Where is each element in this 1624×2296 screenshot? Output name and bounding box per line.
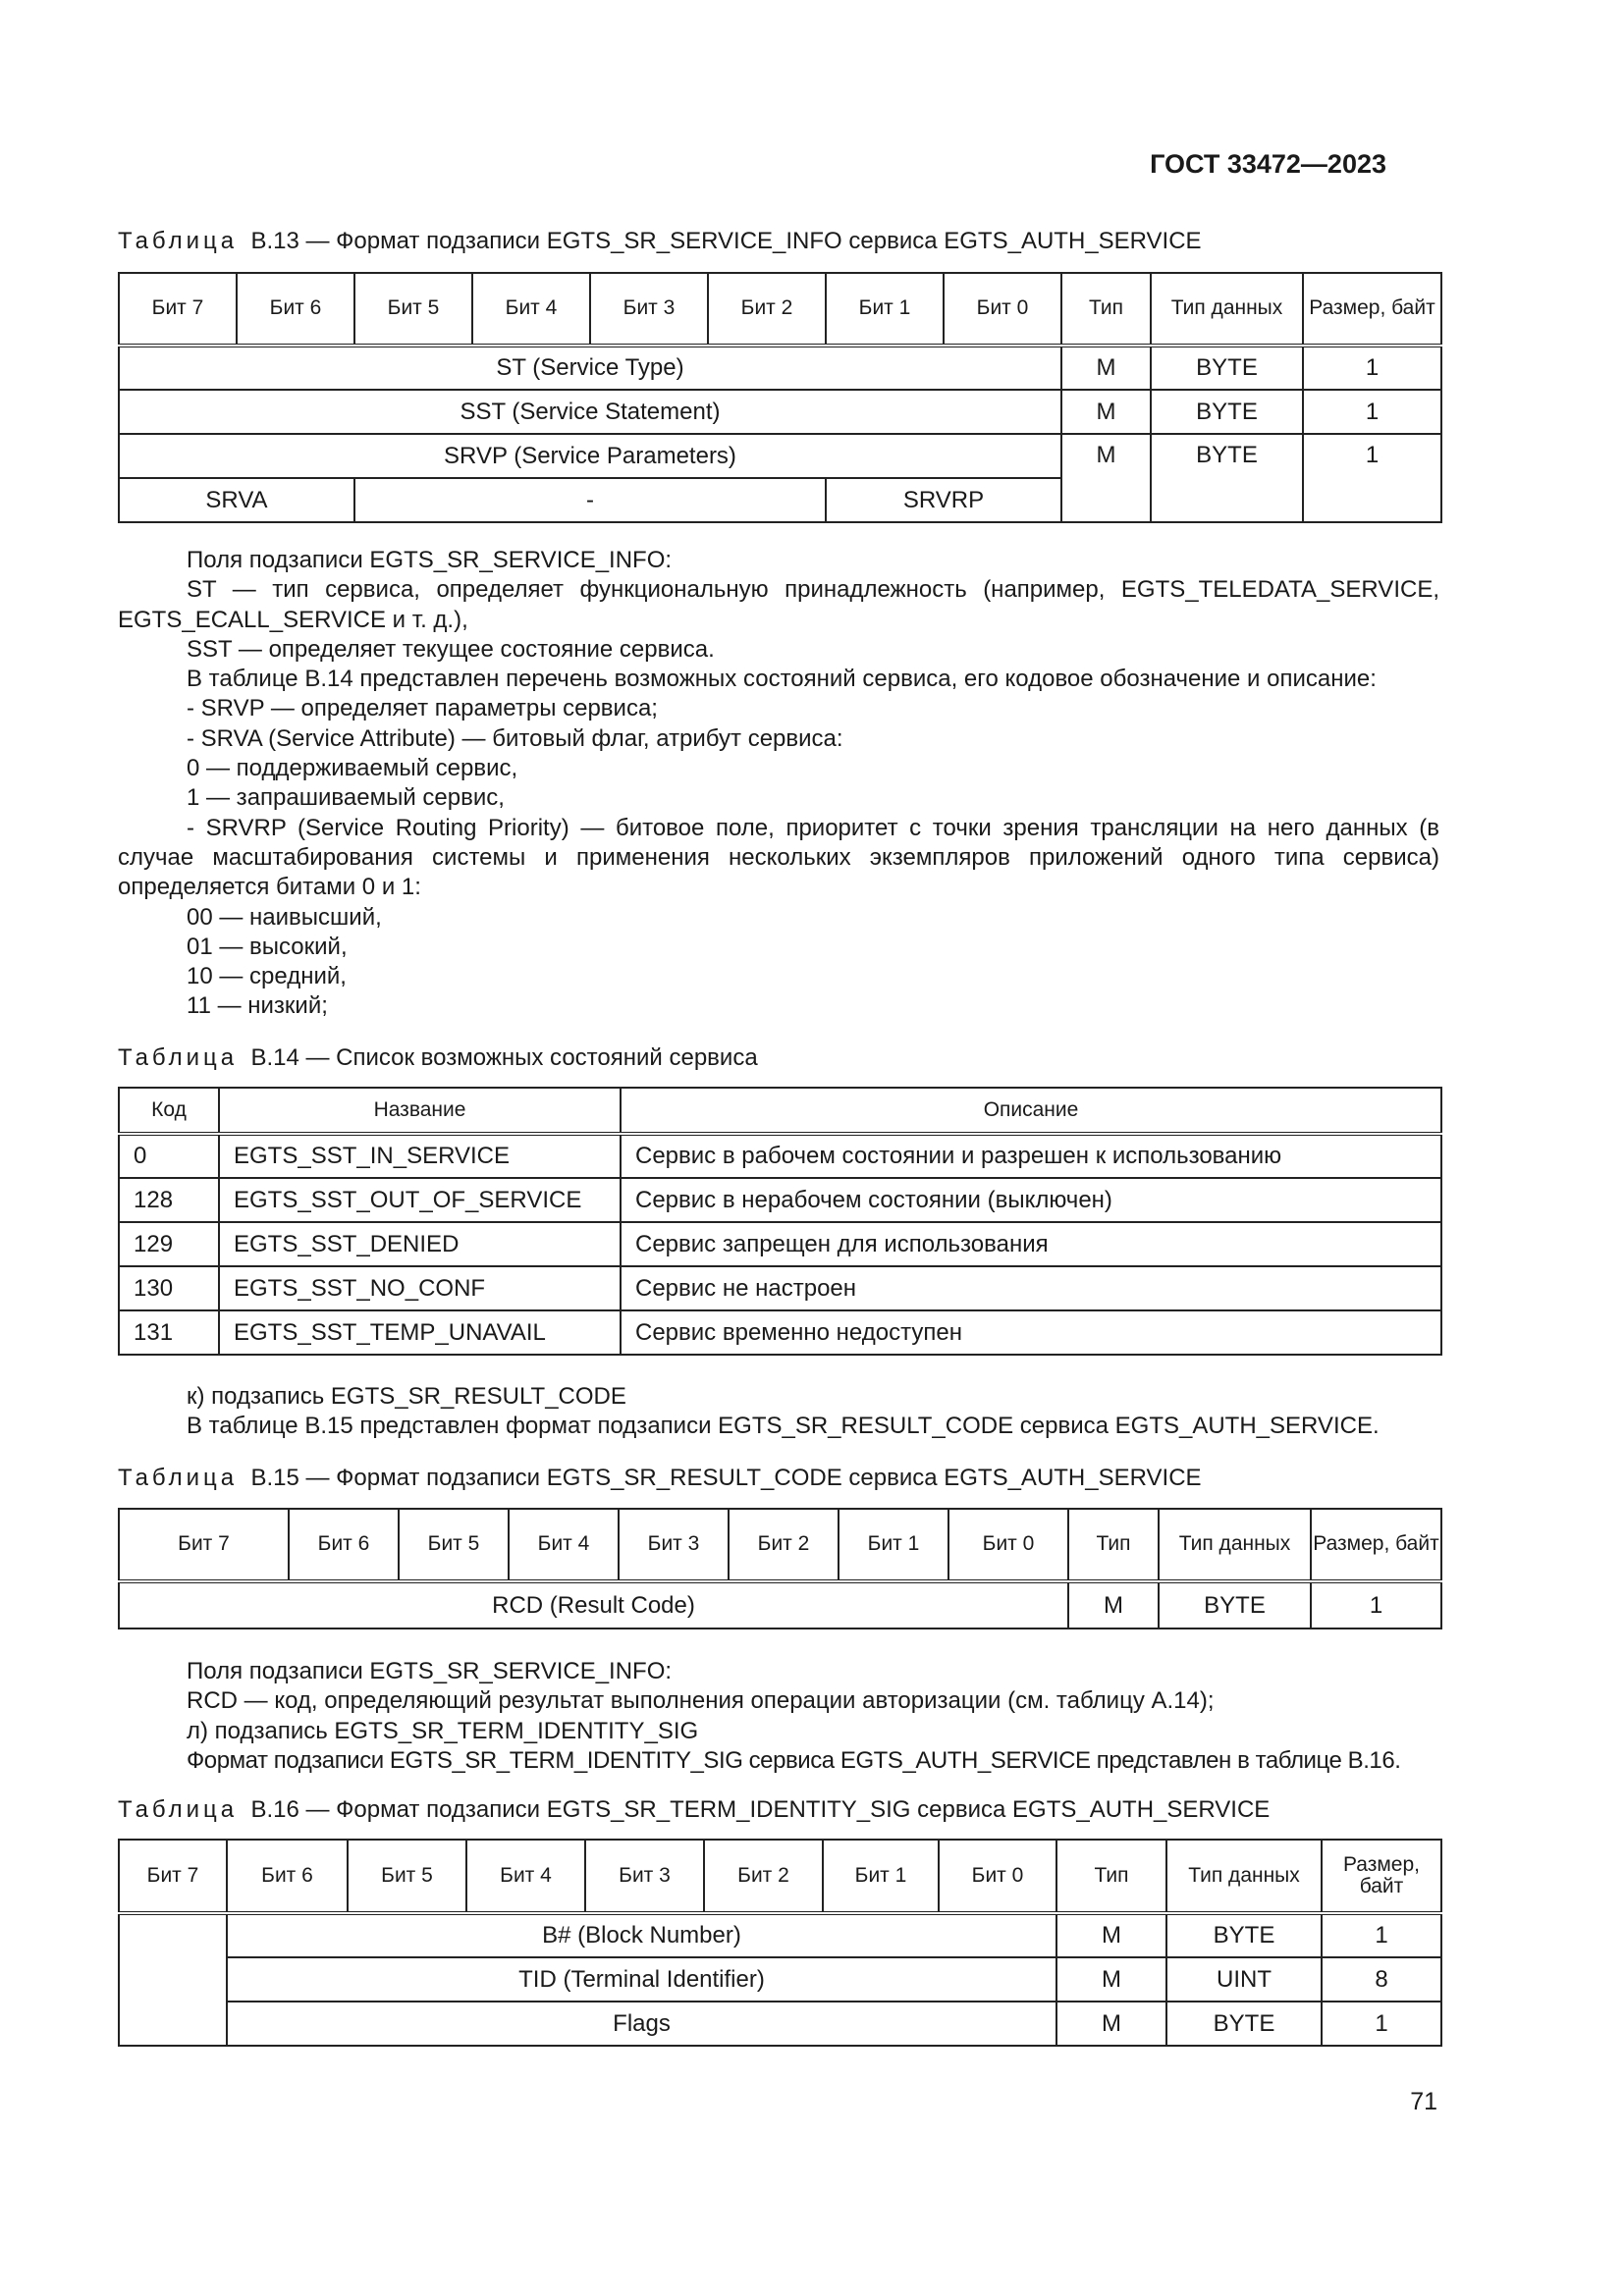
description-cell: Сервис временно недоступен [621,1310,1441,1355]
header-bit5: Бит 5 [399,1509,509,1581]
name-cell: EGTS_SST_IN_SERVICE [219,1134,621,1178]
header-bit3: Бит 3 [619,1509,729,1581]
header-description: Описание [621,1088,1441,1134]
data-type-cell: UINT [1166,1957,1322,2002]
paragraph-block-2 [118,1382,1439,1442]
type-cell: M [1056,1913,1166,1957]
size-cell: 1 [1322,1913,1441,1957]
type-cell: M [1061,390,1151,434]
text-line: 0 — поддерживаемый сервис, [187,755,518,782]
header-bit6: Бит 6 [289,1509,399,1581]
header-bit1: Бит 1 [823,1840,939,1913]
header-bit0: Бит 0 [948,1509,1068,1581]
data-type-cell: BYTE [1159,1581,1311,1629]
header-bit6: Бит 6 [237,273,354,346]
name-cell: EGTS_SST_OUT_OF_SERVICE [219,1178,621,1222]
code-cell: 129 [119,1222,219,1266]
field-cell: Flags [227,2002,1056,2046]
data-type-cell: BYTE [1151,346,1303,390]
type-cell: M [1061,346,1151,390]
page-number: 71 [1410,2088,1437,2115]
data-type-cell: BYTE [1166,1913,1322,1957]
code-cell: 128 [119,1178,219,1222]
header-type: Тип [1068,1509,1159,1581]
size-cell: 1 [1322,2002,1441,2046]
text-line: - SRVP — определяет параметры сервиса; [187,695,658,722]
header-data-type: Тип данных [1151,273,1303,346]
table-caption-b14: Таблица В.14 — Список возможных состояний сервиса [118,1044,758,1071]
srva-cell: SRVA [119,478,354,522]
reserved-cell: - [354,478,826,522]
paragraph-block-3 [118,1657,1439,1776]
text-line: - SRVRP (Service Routing Priority) — битовое поле, приоритет с точки зрения трансляции на него данных (в случае масштабирования системы и применения нескольких экземпляров приложений одного типа сервиса) определяется битами 0 и 1: [118,814,1439,901]
header-name: Название [219,1088,621,1134]
header-bit1: Бит 1 [826,273,944,346]
text-line: - SRVA (Service Attribute) — битовый флаг, атрибут сервиса: [187,724,843,752]
header-bit1: Бит 1 [839,1509,948,1581]
type-cell: M [1061,434,1151,522]
table-caption-b16: Таблица В.16 — Формат подзаписи EGTS_SR_TERM_IDENTITY_SIG сервиса EGTS_AUTH_SERVICE [118,1796,1271,1823]
description-cell: Сервис запрещен для использования [621,1222,1441,1266]
code-cell: 130 [119,1266,219,1310]
text-line: В таблице В.14 представлен перечень возможных состояний сервиса, его кодовое обозначение и описание: [187,666,1377,693]
header-bit4: Бит 4 [472,273,590,346]
header-data-type: Тип данных [1159,1509,1311,1581]
code-cell: 0 [119,1134,219,1178]
table-b15 [118,1508,1442,1629]
header-size: Размер, байт [1311,1509,1441,1581]
header-size: Размер, байт [1322,1840,1441,1913]
header-bit2: Бит 2 [708,273,826,346]
empty-bit7-cell [119,1913,227,2046]
header-data-type: Тип данных [1166,1840,1322,1913]
table-caption-b13: Таблица В.13 — Формат подзаписи EGTS_SR_SERVICE_INFO сервиса EGTS_AUTH_SERVICE [118,228,1202,254]
text-line: SST — определяет текущее состояние сервиса. [187,635,715,663]
header-bit7: Бит 7 [119,1840,227,1913]
data-type-cell: BYTE [1151,390,1303,434]
table-b13 [118,272,1442,523]
text-line: Формат подзаписи EGTS_SR_TERM_IDENTITY_SIG сервиса EGTS_AUTH_SERVICE представлен в таблице В.16. [187,1746,1401,1774]
header-size: Размер, байт [1303,273,1441,346]
size-cell: 1 [1303,434,1441,522]
size-cell: 1 [1311,1581,1441,1629]
field-cell: ST (Service Type) [119,346,1061,390]
data-type-cell: BYTE [1151,434,1303,522]
text-line: Поля подзаписи EGTS_SR_SERVICE_INFO: [187,547,673,573]
header-bit7: Бит 7 [119,273,237,346]
text-line: л) подзапись EGTS_SR_TERM_IDENTITY_SIG [187,1717,699,1744]
srvrp-cell: SRVRP [826,478,1061,522]
name-cell: EGTS_SST_NO_CONF [219,1266,621,1310]
field-cell: SST (Service Statement) [119,390,1061,434]
header-bit5: Бит 5 [354,273,472,346]
code-cell: 131 [119,1310,219,1355]
description-cell: Сервис в нерабочем состоянии (выключен) [621,1178,1441,1222]
header-bit2: Бит 2 [704,1840,823,1913]
description-cell: Сервис не настроен [621,1266,1441,1310]
data-type-cell: BYTE [1166,2002,1322,2046]
name-cell: EGTS_SST_DENIED [219,1222,621,1266]
size-cell: 1 [1303,346,1441,390]
text-line: Поля подзаписи EGTS_SR_SERVICE_INFO: [187,1658,673,1684]
header-bit6: Бит 6 [227,1840,348,1913]
table-b16 [118,1839,1442,2047]
text-line: к) подзапись EGTS_SR_RESULT_CODE [187,1383,626,1410]
text-line: 11 — низкий; [187,992,328,1020]
field-cell: RCD (Result Code) [119,1581,1068,1629]
header-bit2: Бит 2 [729,1509,839,1581]
type-cell: M [1068,1581,1159,1629]
table-caption-b15: Таблица В.15 — Формат подзаписи EGTS_SR_RESULT_CODE сервиса EGTS_AUTH_SERVICE [118,1465,1202,1491]
paragraph-block-1 [118,546,1439,1022]
text-line: RCD — код, определяющий результат выполнения операции авторизации (см. таблицу А.14); [187,1687,1215,1715]
type-cell: M [1056,2002,1166,2046]
header-code: Код [119,1088,219,1134]
header-bit5: Бит 5 [348,1840,466,1913]
text-line: 1 — запрашиваемый сервис, [187,784,505,812]
document-header: ГОСТ 33472—2023 [1150,149,1386,179]
text-line: ST — тип сервиса, определяет функциональную принадлежность (например, EGTS_TELEDATA_SERVICE, EGTS_ECALL_SERVICE и т. д.), [118,576,1439,633]
name-cell: EGTS_SST_TEMP_UNAVAIL [219,1310,621,1355]
field-cell: SRVP (Service Parameters) [119,434,1061,478]
text-line: 10 — средний, [187,963,347,990]
type-cell: M [1056,1957,1166,2002]
header-type: Тип [1061,273,1151,346]
header-type: Тип [1056,1840,1166,1913]
header-bit0: Бит 0 [944,273,1061,346]
header-bit4: Бит 4 [466,1840,585,1913]
header-bit3: Бит 3 [585,1840,704,1913]
text-line: В таблице В.15 представлен формат подзаписи EGTS_SR_RESULT_CODE сервиса EGTS_AUTH_SERVICE. [187,1413,1380,1440]
header-bit0: Бит 0 [939,1840,1056,1913]
size-cell: 8 [1322,1957,1441,2002]
header-bit4: Бит 4 [509,1509,619,1581]
text-line: 01 — высокий, [187,933,348,960]
table-b14 [118,1087,1442,1356]
description-cell: Сервис в рабочем состоянии и разрешен к использованию [621,1134,1441,1178]
field-cell: B# (Block Number) [227,1913,1056,1957]
field-cell: TID (Terminal Identifier) [227,1957,1056,2002]
text-line: 00 — наивысший, [187,903,382,931]
header-bit7: Бит 7 [119,1509,289,1581]
header-bit3: Бит 3 [590,273,708,346]
size-cell: 1 [1303,390,1441,434]
